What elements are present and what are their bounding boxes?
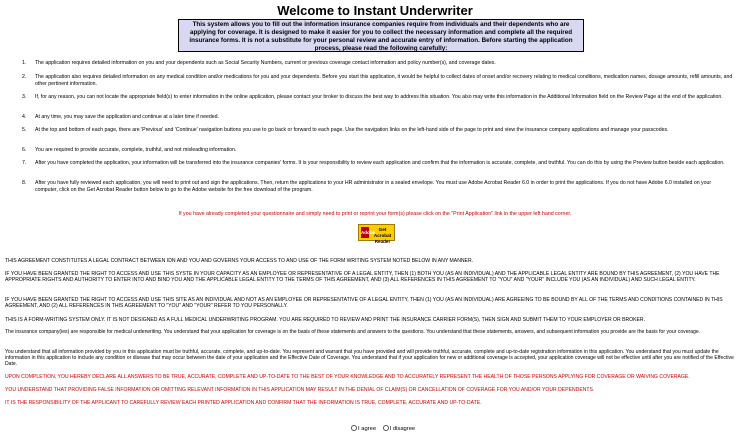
- terms-paragraph: THIS IS A FORM-WRITING SYSTEM ONLY. IT IS NOT DESIGNED AS A FULL MEDICAL UNDERWRITING PROGRAM. YOU ARE REQUIRED TO REVIEW AND PRINT THE INSURANCE CARRIER FORM(S), THEN SIGN AND SUBMIT THEM TO YOUR EMPLOYER OR BROKER.: [5, 317, 646, 323]
- list-item: [22, 94, 734, 101]
- agree-label: I agree: [358, 426, 377, 432]
- list-item: [22, 114, 734, 121]
- item-number: 2.: [22, 74, 27, 80]
- item-text: You are required to provide accurate, complete, truthful, and not misleading information.: [35, 147, 237, 153]
- item-number: 8.: [22, 180, 27, 186]
- disagree-radio[interactable]: [383, 425, 389, 431]
- print-application-notice: If you have already completed your questionnaire and simply need to print or reprint your form(s) please click on the "Print Application" link in the upper left hand corner.: [178, 211, 572, 217]
- agree-radio[interactable]: [351, 425, 357, 431]
- item-number: 6.: [22, 147, 27, 153]
- agreement-radio-group: [351, 425, 420, 432]
- intro-box: This system allows you to fill out the information insurance companies require from individuals and their dependents who are applying for coverage. It is designed to make it easier for you to collect the necessary information and complete all the required insurance forms. It is not a substitute for your personal review and accurate entry of information. Before starting the application process, please read the following carefully:: [178, 19, 584, 52]
- disagree-option[interactable]: [383, 426, 415, 432]
- terms-paragraph: IF YOU HAVE BEEN GRANTED THE RIGHT TO ACCESS AND USE THIS SITE AS AN INDIVIDUAL AND NOT AS AN EMPLOYEE OR REPRESENTATIVE OF A LEGAL ENTITY, THEN (1) YOU (AS AN INDIVIDUAL) ARE AGREEING TO BE BOUND BY ALL OF THE TERMS AND CONDITIONS CONTAINED IN THIS AGREEMENT, AND (2) ALL REFERENCES IN THIS AGREEMENT TO "YOU" AND "YOUR" REFER TO YOU PERSONALLY.: [5, 297, 723, 310]
- item-number: 7.: [22, 160, 27, 166]
- get-acrobat-reader-button[interactable]: [358, 224, 395, 244]
- item-text: After you have completed the application, your information will be transferred into the insurance companies' forms. It is your responsibility to review each application and confirm that the information is accurate, complete, and truthful. You can do this by using the Preview button beside each application.: [35, 160, 725, 166]
- list-item: [22, 180, 734, 193]
- get-acrobat-reader-label: Get Acrobat Reader: [373, 227, 392, 244]
- item-text: At any time, you may save the application and continue at a later time if needed.: [35, 114, 219, 120]
- terms-paragraph: YOU UNDERSTAND THAT PROVIDING FALSE INFORMATION OR OMITTING RELEVANT INFORMATION IN THIS APPLICATION MAY RESULT IN THE DENIAL OF CLAIM(S) OR CANCELLATION OF COVERAGE FOR YOU AND/OR YOUR DEPENDENTS.: [5, 387, 595, 393]
- list-item: [22, 60, 734, 67]
- item-number: 5.: [22, 127, 27, 133]
- item-text: The application also requires detailed information on any medical condition and/or medications for you and your dependents. Before you start this application, it would be helpful to collect dates of onset and/or recovery relating to medical conditions, medication names, dosage amounts, refill amounts, and other pertinent information.: [35, 74, 733, 87]
- item-text: At the top and bottom of each page, there are 'Previous' and 'Continue' navigation buttons you use to go back or forward to each page. Use the navigation links on the left-hand side of the page to print and view the insurance company applications and manage your passcodes.: [35, 127, 669, 133]
- list-item: [22, 127, 734, 134]
- item-number: 4.: [22, 114, 27, 120]
- terms-paragraph: You understand that all information provided by you in this application must be truthful, accurate, complete, and up-to-date. You represent and warrant that you have provided and will provide truthful, accurate, complete and up-to-date registration information in this application. You understand that you must update the information in this application to include any condition or disease that may occur between the date of your application and the Effective Date of Coverage. You understand that if your application for new or additional coverage is accepted, your application coverage will not be effective until after you are notified of the Effective Date.: [5, 349, 734, 368]
- item-number: 1.: [22, 60, 27, 66]
- adobe-logo-icon: Adobe: [361, 227, 369, 238]
- terms-paragraph: IT IS THE RESPONSIBILITY OF THE APPLICANT TO CAREFULLY REVIEW EACH PRINTED APPLICATION AND CONFIRM THAT THE INFORMATION IS TRUE, COMPLETE, ACCURATE AND UP-TO-DATE.: [5, 400, 482, 406]
- terms-paragraph: THIS AGREEMENT CONSTITUTES A LEGAL CONTRACT BETWEEN IDN AND YOU AND GOVERNS YOUR ACCESS TO AND USE OF THE FORM WRITING SYSTEM NOTED BELOW IN ANY MANNER.: [5, 258, 474, 264]
- terms-paragraph: The insurance company(ies) are responsible for medical underwriting. You understand that your application for coverage is on the basis of these statements and answers to the questions. You understand that these statements, answers, and subsequent information you provide are the basis for your coverage.: [5, 329, 701, 335]
- list-item: [22, 160, 734, 167]
- item-number: 3.: [22, 94, 27, 100]
- page-title: Welcome to Instant Underwriter: [277, 3, 473, 18]
- item-text: After you have fully reviewed each application, you will need to print out and sign the applications. Then, return the applications to your HR administrator in a sealed envelope. You must use Adobe Acrobat Reader 6.0 in order to print the applications. If you do not have Adobe 6.0 installed on your computer, click on the Get Acrobat Reader button below to go to the Adobe website for the free download of the program.: [35, 180, 712, 193]
- list-item: [22, 147, 734, 154]
- item-text: If, for any reason, you can not locate the appropriate field(s) to enter information in the online application, please contact your broker to discuss the best way to address this situation. You also may write this information in the Additional Information field on the Review Page at the end of the application.: [35, 94, 723, 100]
- list-item: [22, 74, 734, 87]
- terms-paragraph: UPON COMPLETION, YOU HEREBY DECLARE ALL ANSWERS TO BE TRUE, ACCURATE, COMPLETE AND UP-TO-DATE TO THE BEST OF YOUR KNOWLEDGE AND TO ACCURATELY REPRESENT THE HEALTH OF THOSE PERSONS APPLYING FOR COVERAGE OR WAIVING COVERAGE.: [5, 374, 690, 380]
- agree-option[interactable]: [351, 426, 376, 432]
- item-text: The application requires detailed information on you and your dependents such as Social Security Numbers, current or previous coverage contact information and policy number(s), and coverage dates.: [35, 60, 496, 66]
- terms-paragraph: IF YOU HAVE BEEN GRANTED THE RIGHT TO ACCESS AND USE THIS SYSTE IN YOUR CAPACITY AS AN EMPLOYEE OR REPRESENTATIVE OF A LEGAL ENTITY, THEN (1) BOTH YOU (AS AN INDIVIDUAL) AND THE APPLICABLE LEGAL ENTITY ARE BOUND BY THIS AGREEMENT, (2) YOU HAVE THE APPROPRIATE RIGHTS AND AUTHORITY TO ENTER INTO AND BIND YOU AND THE APPLICABLE LEGAL ENTITY TO THE TERMS OF THIS AGREEMENT, AND (3) ALL REFERENCES IN THIS AGREEMENT TO "YOU" AND "YOUR" INCLUDE YOU (AS AN INDIVIDUAL) AND SUCH LEGAL ENTITY.: [5, 271, 720, 284]
- disagree-label: I disagree: [389, 426, 416, 432]
